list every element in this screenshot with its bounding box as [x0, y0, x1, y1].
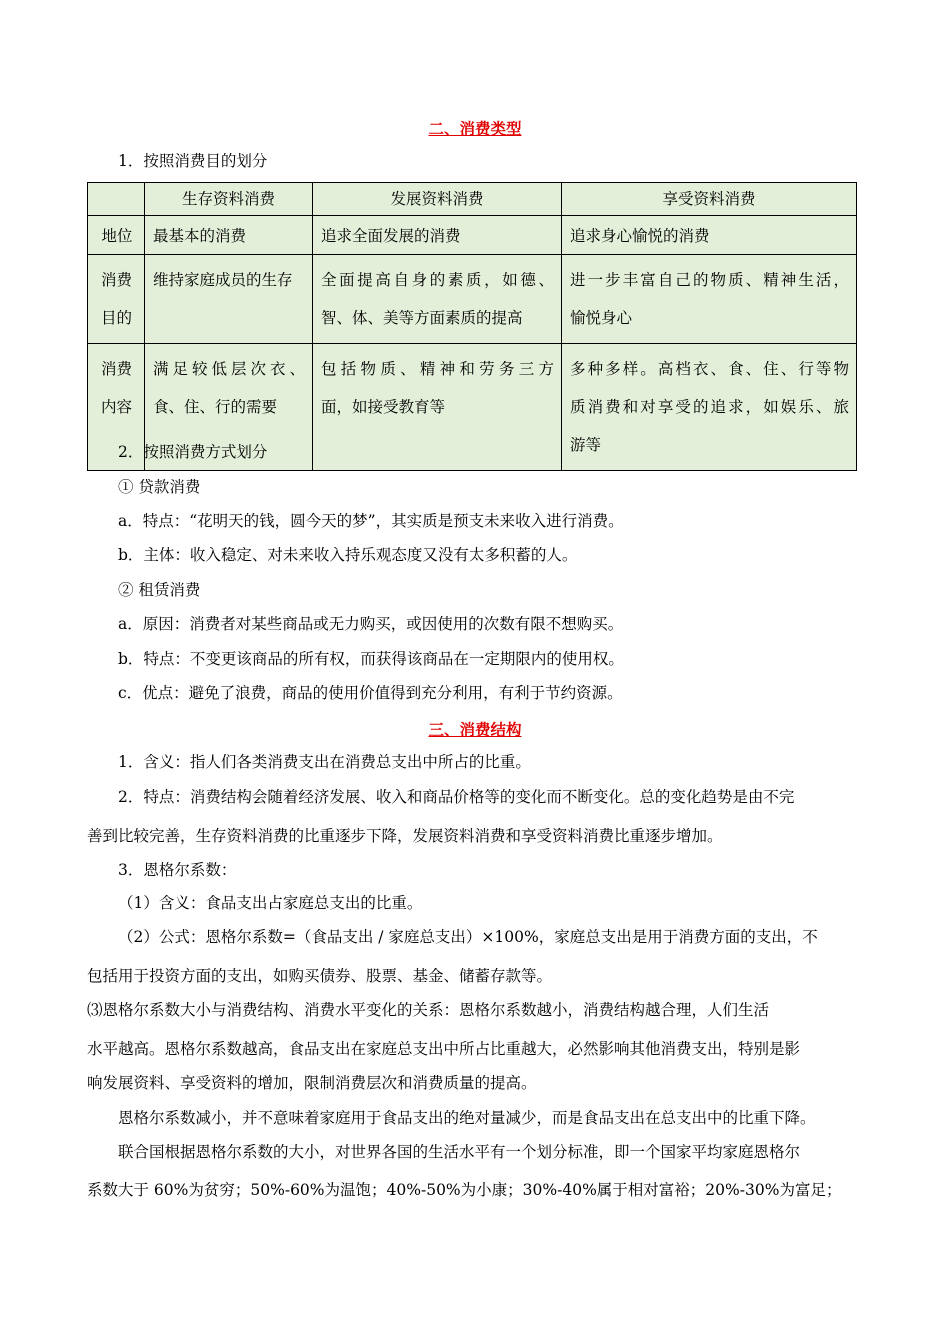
- structure-feature-line2: 善到比较完善，生存资料消费的比重逐步下降，发展资料消费和享受资料消费比重逐步增加。: [87, 827, 723, 845]
- table-cell: [562, 255, 857, 344]
- cell-line: 面，如接受教育等: [321, 398, 446, 416]
- row-label-line: 目的: [100, 309, 132, 327]
- un-standard-line1: 联合国根据恩格尔系数的大小，对世界各国的生活水平有一个划分标准，即一个国家平均家庭恩格尔: [118, 1143, 801, 1161]
- section-heading-consumption-types: 二、消费类型: [428, 120, 522, 138]
- table-cell: 追求身心愉悦的消费: [562, 216, 857, 255]
- cell-line: 进一步丰富自己的物质、精神生活，: [570, 271, 849, 289]
- table-cell: [145, 255, 313, 344]
- table-cell: [313, 255, 562, 344]
- subsection-by-purpose: 1．按照消费目的划分: [118, 152, 268, 170]
- engel-decrease-note: 恩格尔系数减小，并不意味着家庭用于食品支出的绝对量减少，而是食品支出在总支出中的比重下降。: [118, 1109, 816, 1127]
- row-label-line: 消费: [100, 271, 132, 289]
- loan-subject: b．主体：收入稳定、对未来收入持乐观态度又没有太多积蓄的人。: [118, 546, 578, 564]
- cell-line: 质消费和对享受的追求，如娱乐、旅: [570, 398, 849, 416]
- row-label: [88, 255, 145, 344]
- structure-meaning: 1．含义：指人们各类消费支出在消费总支出中所占的比重。: [118, 753, 531, 771]
- table-cell: 最基本的消费: [145, 216, 313, 255]
- cell-line: 智、体、美等方面素质的提高: [321, 309, 523, 327]
- engel-relation-line2: 水平越高。恩格尔系数越高，食品支出在家庭总支出中所占比重越大，必然影响其他消费支出，特别是影: [87, 1040, 801, 1058]
- un-standard-line2: 系数大于 60%为贫穷；50%-60%为温饱；40%-50%为小康；30%-40%属于相对富裕；20%-30%为富足；: [87, 1181, 842, 1199]
- engel-formula-line1: （2）公式：恩格尔系数=（食品支出 / 家庭总支出）×100%，家庭总支出是用于消费方面的支出，不: [118, 928, 818, 946]
- lease-reason: a．原因：消费者对某些商品或无力购买，或因使用的次数有限不想购买。: [118, 615, 624, 633]
- table-header-cell: [88, 183, 145, 216]
- cell-line: 包括物质、精神和劳务三方: [321, 360, 554, 378]
- cell-line: 满足较低层次衣、: [153, 360, 305, 378]
- lease-advantage: c．优点：避免了浪费，商品的使用价值得到充分利用，有利于节约资源。: [118, 684, 623, 702]
- engel-title: 3．恩格尔系数：: [118, 861, 237, 879]
- loan-consumption-title: ① 贷款消费: [118, 478, 201, 496]
- row-label-line: 消费: [100, 360, 132, 378]
- table-header-cell: 发展资料消费: [313, 183, 562, 216]
- table-row: [88, 216, 857, 255]
- table-header-row: [88, 183, 857, 216]
- row-label-line: 内容: [100, 398, 132, 416]
- cell-line: 维持家庭成员的生存: [153, 271, 293, 289]
- table-cell: [313, 344, 562, 471]
- engel-relation-line3: 响发展资料、享受资料的增加，限制消费层次和消费质量的提高。: [87, 1074, 537, 1092]
- row-label: 地位: [88, 216, 145, 255]
- table-cell: [562, 344, 857, 471]
- lease-consumption-title: ② 租赁消费: [118, 581, 201, 599]
- cell-line: 全面提高自身的素质，如德、: [321, 271, 554, 289]
- engel-relation-line1: ⑶恩格尔系数大小与消费结构、消费水平变化的关系：恩格尔系数越小，消费结构越合理，人们生活: [87, 1001, 770, 1019]
- cell-line: 多种多样。高档衣、食、住、行等物: [570, 360, 849, 378]
- table-header-cell: 享受资料消费: [562, 183, 857, 216]
- subsection-by-method: 2．按照消费方式划分: [118, 443, 268, 461]
- cell-line: 食、住、行的需要: [153, 398, 278, 416]
- section-heading-consumption-structure: 三、消费结构: [428, 721, 522, 739]
- engel-formula-line2: 包括用于投资方面的支出，如购买债券、股票、基金、储蓄存款等。: [87, 967, 553, 985]
- cell-line: 游等: [570, 436, 602, 454]
- consumption-purpose-table: [87, 182, 857, 471]
- engel-meaning: （1）含义：食品支出占家庭总支出的比重。: [118, 894, 423, 912]
- table-row: [88, 255, 857, 344]
- cell-line: 愉悦身心: [570, 309, 633, 327]
- lease-feature: b．特点：不变更该商品的所有权，而获得该商品在一定期限内的使用权。: [118, 650, 624, 668]
- table-header-cell: 生存资料消费: [145, 183, 313, 216]
- table-cell: 追求全面发展的消费: [313, 216, 562, 255]
- structure-feature-line1: 2．特点：消费结构会随着经济发展、收入和商品价格等的变化而不断变化。总的变化趋势是由不完: [118, 788, 795, 806]
- loan-feature: a．特点：“花明天的钱，圆今天的梦”，其实质是预支未来收入进行消费。: [118, 512, 624, 530]
